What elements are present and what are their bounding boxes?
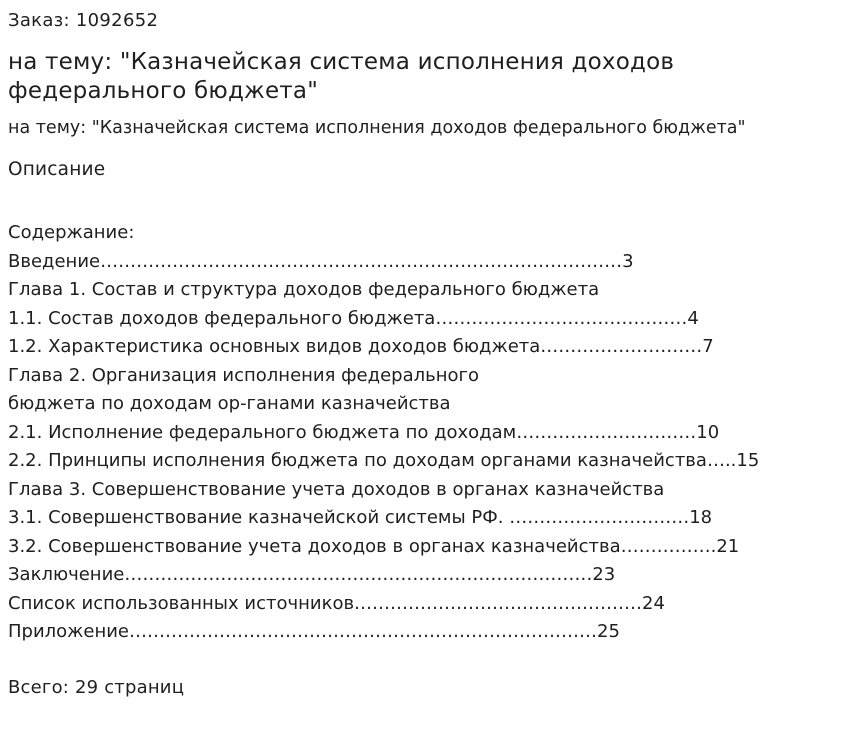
toc-entry-introduction: Введение……………………………………………………………………………3 — [8, 250, 634, 272]
toc-entry-conclusion: Заключение……………………………………………………………………23 — [8, 564, 616, 585]
toc-entry-1-1: 1.1. Состав доходов федерального бюджета……………………………………4 — [8, 307, 699, 329]
description-heading: Описание — [8, 159, 106, 180]
toc-entry-appendix: Приложение……………………………………………………………………25 — [8, 621, 620, 642]
toc-entry-3-2: 3.2. Совершенствование учета доходов в органах казначейства…………….21 — [8, 535, 740, 557]
toc-chapter-2-line-1: Глава 2. Организация исполнения федерального — [8, 364, 479, 386]
order-number: Заказ: 1092652 — [8, 10, 159, 31]
toc-chapter-3: Глава 3. Совершенствование учета доходов в органах казначейства — [8, 478, 665, 500]
toc-chapter-1: Глава 1. Состав и структура доходов федерального бюджета — [8, 279, 600, 300]
toc-entry-3-1: 3.1. Совершенствование казначейской системы РФ. …………………………18 — [8, 507, 713, 528]
toc-chapter-2-line-2: бюджета по доходам ор-ганами казначейства — [8, 393, 451, 414]
document-title: на тему: "Казначейская система исполнения доходов федерального бюджета" — [8, 49, 675, 104]
total-pages: Всего: 29 страниц — [8, 677, 185, 698]
toc-heading: Содержание: — [8, 222, 135, 243]
toc-entry-2-1: 2.1. Исполнение федерального бюджета по доходам…………………………10 — [8, 421, 720, 443]
toc-entry-2-2: 2.2. Принципы исполнения бюджета по доходам органами казначейства…..15 — [8, 450, 760, 471]
table-of-contents — [8, 219, 759, 647]
document-subtitle: на тему: "Казначейская система исполнения доходов федерального бюджета" — [8, 118, 746, 138]
toc-entry-references: Список использованных источников…………………………………………24 — [8, 592, 665, 614]
toc-entry-1-2: 1.2. Характеристика основных видов доходов бюджета………………………7 — [8, 336, 714, 357]
